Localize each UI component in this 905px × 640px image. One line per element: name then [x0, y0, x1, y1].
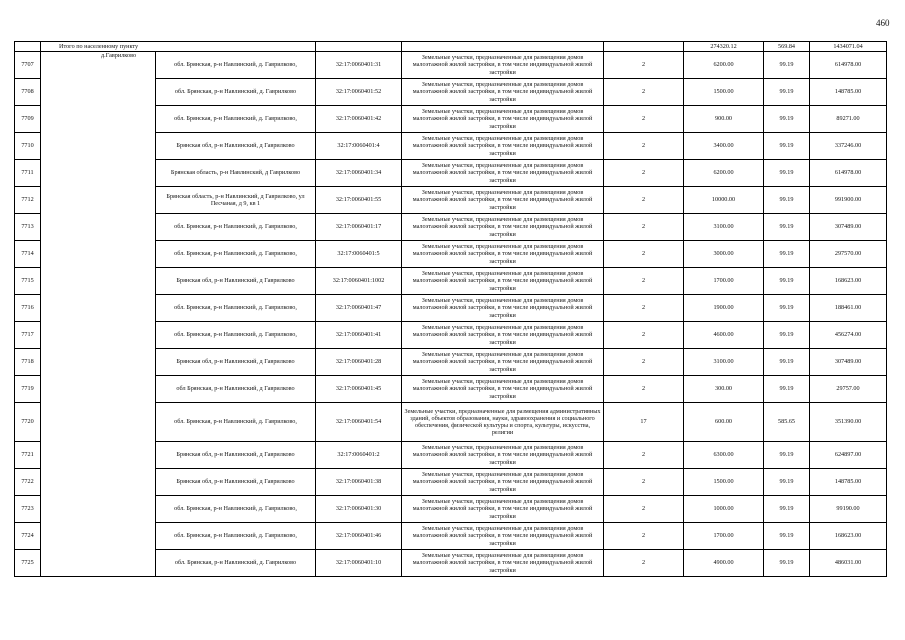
land-purpose-cell: Земельные участки, предназначенные для размещения домов малоэтажной жилой застройки, в том числе индивидуальной жилой застройки: [402, 442, 604, 469]
cadastral-value-cell: 614978.00: [810, 160, 887, 187]
cadastral-number-cell: 32:17:0060401:46: [316, 523, 402, 550]
settlement-cell: [41, 295, 156, 322]
rate-cell: 99.19: [764, 376, 810, 403]
land-purpose-cell: Земельные участки, предназначенные для размещения домов малоэтажной жилой застройки, в том числе индивидуальной жилой застройки: [402, 523, 604, 550]
rate-cell: 99.19: [764, 160, 810, 187]
table-row: [15, 133, 887, 160]
cadastral-number-cell: 32:17:0060401:31: [316, 52, 402, 79]
cadastral-value-cell: 168623.00: [810, 268, 887, 295]
page-number: 460: [876, 18, 890, 28]
rate-cell: 99.19: [764, 241, 810, 268]
rate-cell: 99.19: [764, 133, 810, 160]
purpose-code-cell: 2: [604, 349, 684, 376]
cadastral-value-cell: 624897.00: [810, 442, 887, 469]
cadastral-number-cell: 32:17:0060401:42: [316, 106, 402, 133]
row-number-cell: 7721: [15, 442, 41, 469]
address-cell: обл. Брянская, р-н Навлинский, д. Гаврилково,: [156, 106, 316, 133]
settlement-cell: [41, 187, 156, 214]
purpose-code-cell: 2: [604, 214, 684, 241]
settlement-cell: [41, 376, 156, 403]
table-row: [15, 268, 887, 295]
land-purpose-cell: Земельные участки, предназначенные для размещения домов малоэтажной жилой застройки, в том числе индивидуальной жилой застройки: [402, 106, 604, 133]
address-cell: обл. Брянская, р-н Навлинский, д. Гаврилково,: [156, 496, 316, 523]
purpose-code-cell: 2: [604, 52, 684, 79]
rate-cell: 99.19: [764, 322, 810, 349]
rate-cell: 99.19: [764, 79, 810, 106]
settlement-cell: [41, 79, 156, 106]
land-purpose-cell: Земельные участки, предназначенные для размещения домов малоэтажной жилой застройки, в том числе индивидуальной жилой застройки: [402, 349, 604, 376]
area-cell: 1500.00: [684, 469, 764, 496]
address-cell: обл Брянская, р-н Навлинский, д Гаврилково: [156, 376, 316, 403]
purpose-code-cell: 17: [604, 403, 684, 442]
row-number-cell: 7716: [15, 295, 41, 322]
cadastral-value-cell: 188461.00: [810, 295, 887, 322]
row-number-cell: 7722: [15, 469, 41, 496]
settlement-cell: д.Гаврилково: [41, 52, 156, 79]
land-purpose-cell: Земельные участки, предназначенные для размещения домов малоэтажной жилой застройки, в том числе индивидуальной жилой застройки: [402, 79, 604, 106]
land-purpose-cell: Земельные участки, предназначенные для размещения домов малоэтажной жилой застройки, в том числе индивидуальной жилой застройки: [402, 160, 604, 187]
total-rate: 569.84: [764, 42, 810, 52]
rate-cell: 99.19: [764, 295, 810, 322]
table-row: [15, 160, 887, 187]
row-number-cell: 7712: [15, 187, 41, 214]
address-cell: обл. Брянская, р-н Навлинский, д. Гаврилково,: [156, 295, 316, 322]
settlement-cell: [41, 496, 156, 523]
cadastral-value-cell: 29757.00: [810, 376, 887, 403]
purpose-code-cell: 2: [604, 376, 684, 403]
purpose-code-cell: 2: [604, 241, 684, 268]
purpose-code-cell: 2: [604, 469, 684, 496]
land-purpose-cell: Земельные участки, предназначенные для размещения домов малоэтажной жилой застройки, в том числе индивидуальной жилой застройки: [402, 469, 604, 496]
cadastral-value-cell: 99190.00: [810, 496, 887, 523]
address-cell: обл. Брянская, р-н Навлинский, д. Гаврилково,: [156, 523, 316, 550]
cadastral-number-cell: 32:17:0060401:2: [316, 442, 402, 469]
rate-cell: 99.19: [764, 268, 810, 295]
land-cadastral-table: [14, 41, 887, 577]
land-purpose-cell: Земельные участки, предназначенные для размещения домов малоэтажной жилой застройки, в том числе индивидуальной жилой застройки: [402, 133, 604, 160]
table-row: [15, 496, 887, 523]
purpose-code-cell: 2: [604, 133, 684, 160]
settlement-cell: [41, 160, 156, 187]
settlement-cell: [41, 349, 156, 376]
address-cell: обл. Брянская, р-н Навлинский, д. Гаврилково,: [156, 52, 316, 79]
purpose-code-cell: 2: [604, 187, 684, 214]
row-number-cell: 7708: [15, 79, 41, 106]
area-cell: 10000.00: [684, 187, 764, 214]
area-cell: 4600.00: [684, 322, 764, 349]
area-cell: 4900.00: [684, 550, 764, 577]
row-number-cell: 7723: [15, 496, 41, 523]
land-purpose-cell: Земельные участки, предназначенные для размещения домов малоэтажной жилой застройки, в том числе индивидуальной жилой застройки: [402, 550, 604, 577]
land-purpose-cell: Земельные участки, предназначенные для размещения домов малоэтажной жилой застройки, в том числе индивидуальной жилой застройки: [402, 214, 604, 241]
area-cell: 3400.00: [684, 133, 764, 160]
settlement-cell: [41, 322, 156, 349]
row-number-cell: 7714: [15, 241, 41, 268]
cadastral-value-cell: 351390.00: [810, 403, 887, 442]
cadastral-number-cell: 32:17:0060401:41: [316, 322, 402, 349]
rate-cell: 99.19: [764, 469, 810, 496]
row-number-cell: 7715: [15, 268, 41, 295]
cadastral-number-cell: 32:17:0060401:17: [316, 214, 402, 241]
purpose-code-cell: 2: [604, 268, 684, 295]
table-row: [15, 523, 887, 550]
cadastral-number-cell: 32:17:0060401:55: [316, 187, 402, 214]
row-number-cell: 7711: [15, 160, 41, 187]
address-cell: обл. Брянская, р-н Навлинский, д. Гаврилково,: [156, 403, 316, 442]
row-number-cell: 7724: [15, 523, 41, 550]
area-cell: 6200.00: [684, 160, 764, 187]
purpose-code-cell: 2: [604, 79, 684, 106]
settlement-cell: [41, 106, 156, 133]
total-label: Итого по населенному пункту: [41, 42, 316, 52]
rate-cell: 585.65: [764, 403, 810, 442]
cadastral-number-cell: 32:17:0060401:34: [316, 160, 402, 187]
land-purpose-cell: Земельные участки, предназначенные для размещения домов малоэтажной жилой застройки, в том числе индивидуальной жилой застройки: [402, 496, 604, 523]
area-cell: 900.00: [684, 106, 764, 133]
row-number-cell: 7718: [15, 349, 41, 376]
land-purpose-cell: Земельные участки, предназначенные для размещения домов малоэтажной жилой застройки, в том числе индивидуальной жилой застройки: [402, 376, 604, 403]
address-cell: Брянская обл, р-н Навлинский, д Гаврилково: [156, 133, 316, 160]
table-row: [15, 241, 887, 268]
row-number-cell: 7717: [15, 322, 41, 349]
cadastral-value-cell: 456274.00: [810, 322, 887, 349]
purpose-code-cell: 2: [604, 106, 684, 133]
rate-cell: 99.19: [764, 106, 810, 133]
cadastral-number-cell: 32:17:0060401:45: [316, 376, 402, 403]
settlement-cell: [41, 268, 156, 295]
rate-cell: 99.19: [764, 214, 810, 241]
area-cell: 3100.00: [684, 349, 764, 376]
cadastral-value-cell: 148785.00: [810, 469, 887, 496]
address-cell: обл. Брянская, р-н Навлинский, д. Гаврилково,: [156, 322, 316, 349]
table-row: [15, 403, 887, 442]
total-id-cell: [15, 42, 41, 52]
table-row: [15, 106, 887, 133]
cadastral-number-cell: 32:17:0060401:52: [316, 79, 402, 106]
address-cell: Брянская область, р-н Навлинский, д Гаврилково: [156, 160, 316, 187]
purpose-code-cell: 2: [604, 523, 684, 550]
table-row: [15, 349, 887, 376]
land-purpose-cell: Земельные участки, предназначенные для размещения домов малоэтажной жилой застройки, в том числе индивидуальной жилой застройки: [402, 187, 604, 214]
cadastral-value-cell: 337246.00: [810, 133, 887, 160]
cadastral-number-cell: 32:17:0060401:4: [316, 133, 402, 160]
settlement-cell: [41, 523, 156, 550]
table-row: [15, 442, 887, 469]
area-cell: 600.00: [684, 403, 764, 442]
table-row: [15, 214, 887, 241]
address-cell: обл. Брянская, р-н Навлинский, д. Гаврилково,: [156, 241, 316, 268]
total-area: 274320.12: [684, 42, 764, 52]
cadastral-number-cell: 32:17:0060401:5: [316, 241, 402, 268]
address-cell: Брянская обл, р-н Навлинский, д Гаврилково: [156, 442, 316, 469]
table-row: [15, 550, 887, 577]
purpose-code-cell: 2: [604, 442, 684, 469]
rate-cell: 99.19: [764, 550, 810, 577]
rate-cell: 99.19: [764, 496, 810, 523]
settlement-cell: [41, 469, 156, 496]
address-cell: Брянская область, р-н Навлинский, д Гаврилково, ул Песчаная, д 9, кв 1: [156, 187, 316, 214]
table-row: [15, 322, 887, 349]
cadastral-value-cell: 307489.00: [810, 214, 887, 241]
land-purpose-cell: Земельные участки, предназначенные для размещения домов малоэтажной жилой застройки, в том числе индивидуальной жилой застройки: [402, 241, 604, 268]
address-cell: обл. Брянская, р-н Навлинский, д. Гаврилково: [156, 79, 316, 106]
cadastral-number-cell: 32:17:0060401:30: [316, 496, 402, 523]
rate-cell: 99.19: [764, 187, 810, 214]
row-number-cell: 7720: [15, 403, 41, 442]
settlement-total-row: [15, 42, 887, 52]
row-number-cell: 7713: [15, 214, 41, 241]
rate-cell: 99.19: [764, 442, 810, 469]
address-cell: Брянская обл, р-н Навлинский, д Гаврилково: [156, 469, 316, 496]
table-row: [15, 295, 887, 322]
land-purpose-cell: Земельные участки, предназначенные для размещения домов малоэтажной жилой застройки, в том числе индивидуальной жилой застройки: [402, 295, 604, 322]
table-row: [15, 469, 887, 496]
cadastral-number-cell: 32:17:0060401:54: [316, 403, 402, 442]
purpose-code-cell: 2: [604, 550, 684, 577]
area-cell: 300.00: [684, 376, 764, 403]
row-number-cell: 7709: [15, 106, 41, 133]
table-row: [15, 79, 887, 106]
cadastral-value-cell: 168623.00: [810, 523, 887, 550]
row-number-cell: 7719: [15, 376, 41, 403]
area-cell: 3100.00: [684, 214, 764, 241]
cadastral-value-cell: 486031.00: [810, 550, 887, 577]
area-cell: 1500.00: [684, 79, 764, 106]
address-cell: Брянская обл, р-н Навлинский, д Гаврилково: [156, 349, 316, 376]
row-number-cell: 7707: [15, 52, 41, 79]
table-row: [15, 52, 887, 79]
purpose-code-cell: 2: [604, 322, 684, 349]
rate-cell: 99.19: [764, 349, 810, 376]
address-cell: обл. Брянская, р-н Навлинский, д. Гаврилково,: [156, 214, 316, 241]
cadastral-value-cell: 148785.00: [810, 79, 887, 106]
settlement-cell: [41, 442, 156, 469]
table-row: [15, 187, 887, 214]
cadastral-number-cell: 32:17:0060401:38: [316, 469, 402, 496]
settlement-cell: [41, 550, 156, 577]
cadastral-number-cell: 32:17:0060401:47: [316, 295, 402, 322]
purpose-code-cell: 2: [604, 496, 684, 523]
purpose-code-cell: 2: [604, 160, 684, 187]
land-purpose-cell: Земельные участки, предназначенные для размещения домов малоэтажной жилой застройки, в том числе индивидуальной жилой застройки: [402, 52, 604, 79]
cadastral-value-cell: 307489.00: [810, 349, 887, 376]
purpose-code-cell: 2: [604, 295, 684, 322]
cadastral-value-cell: 89271.00: [810, 106, 887, 133]
settlement-cell: [41, 403, 156, 442]
cadastral-value-cell: 614978.00: [810, 52, 887, 79]
cadastral-value-cell: 991900.00: [810, 187, 887, 214]
area-cell: 3000.00: [684, 241, 764, 268]
cadastral-value-cell: 297570.00: [810, 241, 887, 268]
land-purpose-cell: Земельные участки, предназначенные для размещения административных зданий, объектов образования, науки, здравоохранения и социального обеспечения, физической культуры и спорта, культуры, искусства, религии: [402, 403, 604, 442]
area-cell: 1700.00: [684, 523, 764, 550]
land-purpose-cell: Земельные участки, предназначенные для размещения домов малоэтажной жилой застройки, в том числе индивидуальной жилой застройки: [402, 322, 604, 349]
settlement-cell: [41, 241, 156, 268]
area-cell: 1700.00: [684, 268, 764, 295]
area-cell: 6300.00: [684, 442, 764, 469]
settlement-cell: [41, 214, 156, 241]
area-cell: 1900.00: [684, 295, 764, 322]
cadastral-number-cell: 32:17:0060401:10: [316, 550, 402, 577]
area-cell: 6200.00: [684, 52, 764, 79]
rate-cell: 99.19: [764, 523, 810, 550]
row-number-cell: 7725: [15, 550, 41, 577]
total-value: 1434071.04: [810, 42, 887, 52]
cadastral-number-cell: 32:17:0060401:1002: [316, 268, 402, 295]
cadastral-number-cell: 32:17:0060401:28: [316, 349, 402, 376]
row-number-cell: 7710: [15, 133, 41, 160]
rate-cell: 99.19: [764, 52, 810, 79]
table-row: [15, 376, 887, 403]
address-cell: Брянская обл, р-н Навлинский, д Гаврилково: [156, 268, 316, 295]
settlement-cell: [41, 133, 156, 160]
address-cell: обл. Брянская, р-н Навлинский, д. Гаврилково: [156, 550, 316, 577]
land-purpose-cell: Земельные участки, предназначенные для размещения домов малоэтажной жилой застройки, в том числе индивидуальной жилой застройки: [402, 268, 604, 295]
area-cell: 1000.00: [684, 496, 764, 523]
